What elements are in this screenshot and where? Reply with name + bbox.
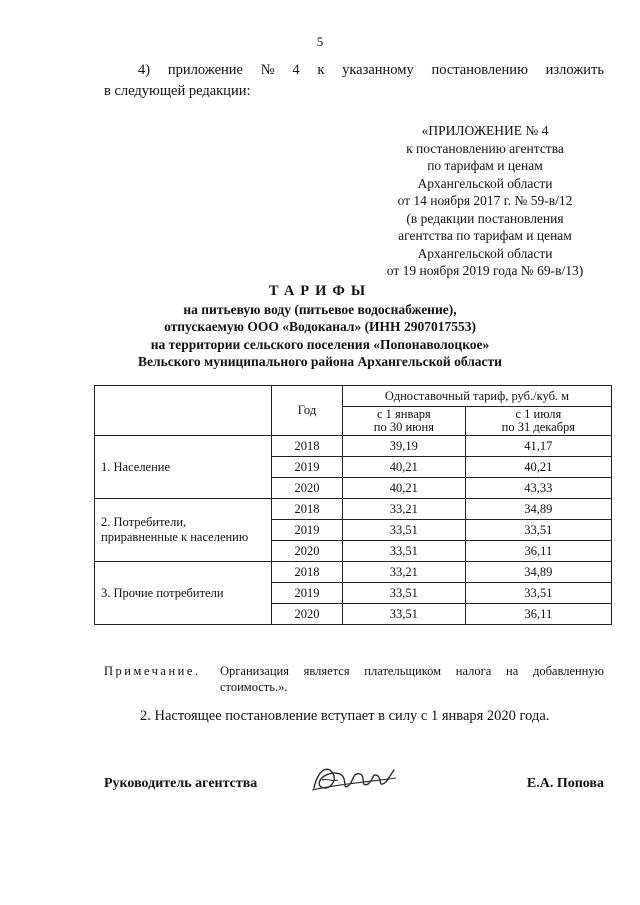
table-row <box>95 436 612 457</box>
category-cell <box>95 499 272 562</box>
table-row <box>95 499 612 520</box>
intro-paragraph <box>104 60 604 102</box>
title-line: на питьевую воду (питьевое водоснабжение), <box>183 301 457 317</box>
year-cell: 2020 <box>272 604 343 625</box>
category-label: 2. Потребители, <box>101 515 187 529</box>
header-category-cell <box>95 386 272 436</box>
period-1-start: с 1 января <box>376 407 431 421</box>
category-cell <box>95 562 272 625</box>
note-label: Примечание. <box>104 664 201 678</box>
value-cell: 33,21 <box>343 499 466 520</box>
value-cell: 41,17 <box>465 436 611 457</box>
note-line-1 <box>104 663 604 679</box>
intro-line-2: в следующей редакции: <box>104 83 251 99</box>
signer-position: Руководитель агентства <box>104 776 258 791</box>
value-cell: 34,89 <box>465 499 611 520</box>
value-cell: 36,11 <box>465 604 611 625</box>
document-title <box>60 283 580 371</box>
note-continuation: стоимость.». <box>220 680 288 694</box>
value-cell: 40,21 <box>343 457 466 478</box>
intro-line-1 <box>104 60 604 81</box>
value-cell: 33,51 <box>343 583 466 604</box>
tariff-table <box>94 385 612 625</box>
category-cell <box>95 436 272 499</box>
value-cell: 33,51 <box>343 541 466 562</box>
table-header-row <box>95 386 612 407</box>
note-word: добавленную <box>532 664 604 678</box>
year-cell: 2020 <box>272 541 343 562</box>
header-year: Год <box>272 386 343 436</box>
appendix-line: от 19 ноября 2019 года № 69-в/13) <box>386 263 584 278</box>
effective-date-paragraph: 2. Настоящее постановление вступает в силу с 1 января 2020 года. <box>140 708 550 724</box>
year-cell: 2019 <box>272 520 343 541</box>
intro-word: указанному <box>342 62 414 78</box>
title-line: Вельского муниципального района Архангельской области <box>138 354 502 369</box>
note-word: плательщиком <box>364 664 442 678</box>
page-number: 5 <box>316 34 324 49</box>
note-word: Организация <box>220 664 289 678</box>
header-period-1 <box>343 407 466 436</box>
intro-number: 4) <box>138 62 151 78</box>
intro-word: 4 <box>292 62 300 78</box>
value-cell: 40,21 <box>465 457 611 478</box>
appendix-line: Архангельской области <box>417 245 553 261</box>
appendix-line: агентства по тарифам и ценам <box>398 228 572 243</box>
signature-row <box>104 776 604 792</box>
year-cell: 2018 <box>272 436 343 457</box>
appendix-line: «ПРИЛОЖЕНИЕ № 4 <box>421 123 549 138</box>
appendix-line: (в редакции постановления <box>406 210 564 226</box>
note-word: налога <box>455 664 492 678</box>
intro-word: постановлению <box>431 62 528 78</box>
appendix-line: к постановлению агентства <box>406 140 564 156</box>
table-row <box>95 562 612 583</box>
year-cell: 2018 <box>272 562 343 583</box>
category-label: приравненные к населению <box>101 530 249 544</box>
appendix-reference <box>340 122 630 280</box>
note-word: является <box>303 664 350 678</box>
period-2-start: с 1 июля <box>515 407 562 421</box>
note-text <box>220 663 604 679</box>
year-cell: 2020 <box>272 478 343 499</box>
year-cell: 2018 <box>272 499 343 520</box>
value-cell: 33,51 <box>465 520 611 541</box>
note-line-2 <box>104 679 604 695</box>
note-word: на <box>506 664 519 678</box>
header-period-2 <box>465 407 611 436</box>
year-cell: 2019 <box>272 457 343 478</box>
value-cell: 43,33 <box>465 478 611 499</box>
note-block <box>104 663 604 695</box>
value-cell: 33,51 <box>343 520 466 541</box>
category-label: 1. Население <box>101 459 171 474</box>
value-cell: 39,19 <box>343 436 466 457</box>
signer-name: Е.А. Попова <box>526 776 604 791</box>
appendix-line: по тарифам и ценам <box>427 158 543 173</box>
value-cell: 33,51 <box>343 604 466 625</box>
title-line: на территории сельского поселения «Попонаволоцкое» <box>150 336 490 352</box>
year-cell: 2019 <box>272 583 343 604</box>
appendix-line: Архангельской области <box>417 175 553 191</box>
category-label: 3. Прочие потребители <box>101 585 224 600</box>
intro-word: к <box>317 62 325 78</box>
period-2-end: по 31 декабря <box>501 420 576 434</box>
value-cell: 40,21 <box>343 478 466 499</box>
period-1-end: по 30 июня <box>373 420 434 434</box>
header-tariff: Одноставочный тариф, руб./куб. м <box>343 386 612 407</box>
intro-word: № <box>260 62 275 78</box>
value-cell: 36,11 <box>465 541 611 562</box>
title-main: ТАРИФЫ <box>268 283 372 299</box>
value-cell: 33,51 <box>465 583 611 604</box>
value-cell: 34,89 <box>465 562 611 583</box>
value-cell: 33,21 <box>343 562 466 583</box>
intro-word: приложение <box>167 62 243 78</box>
appendix-line: от 14 ноября 2017 г. № 59-в/12 <box>397 193 573 208</box>
intro-word: изложить <box>545 62 604 78</box>
title-line: отпускаемую ООО «Водоканал» (ИНН 2907017553) <box>164 319 476 334</box>
